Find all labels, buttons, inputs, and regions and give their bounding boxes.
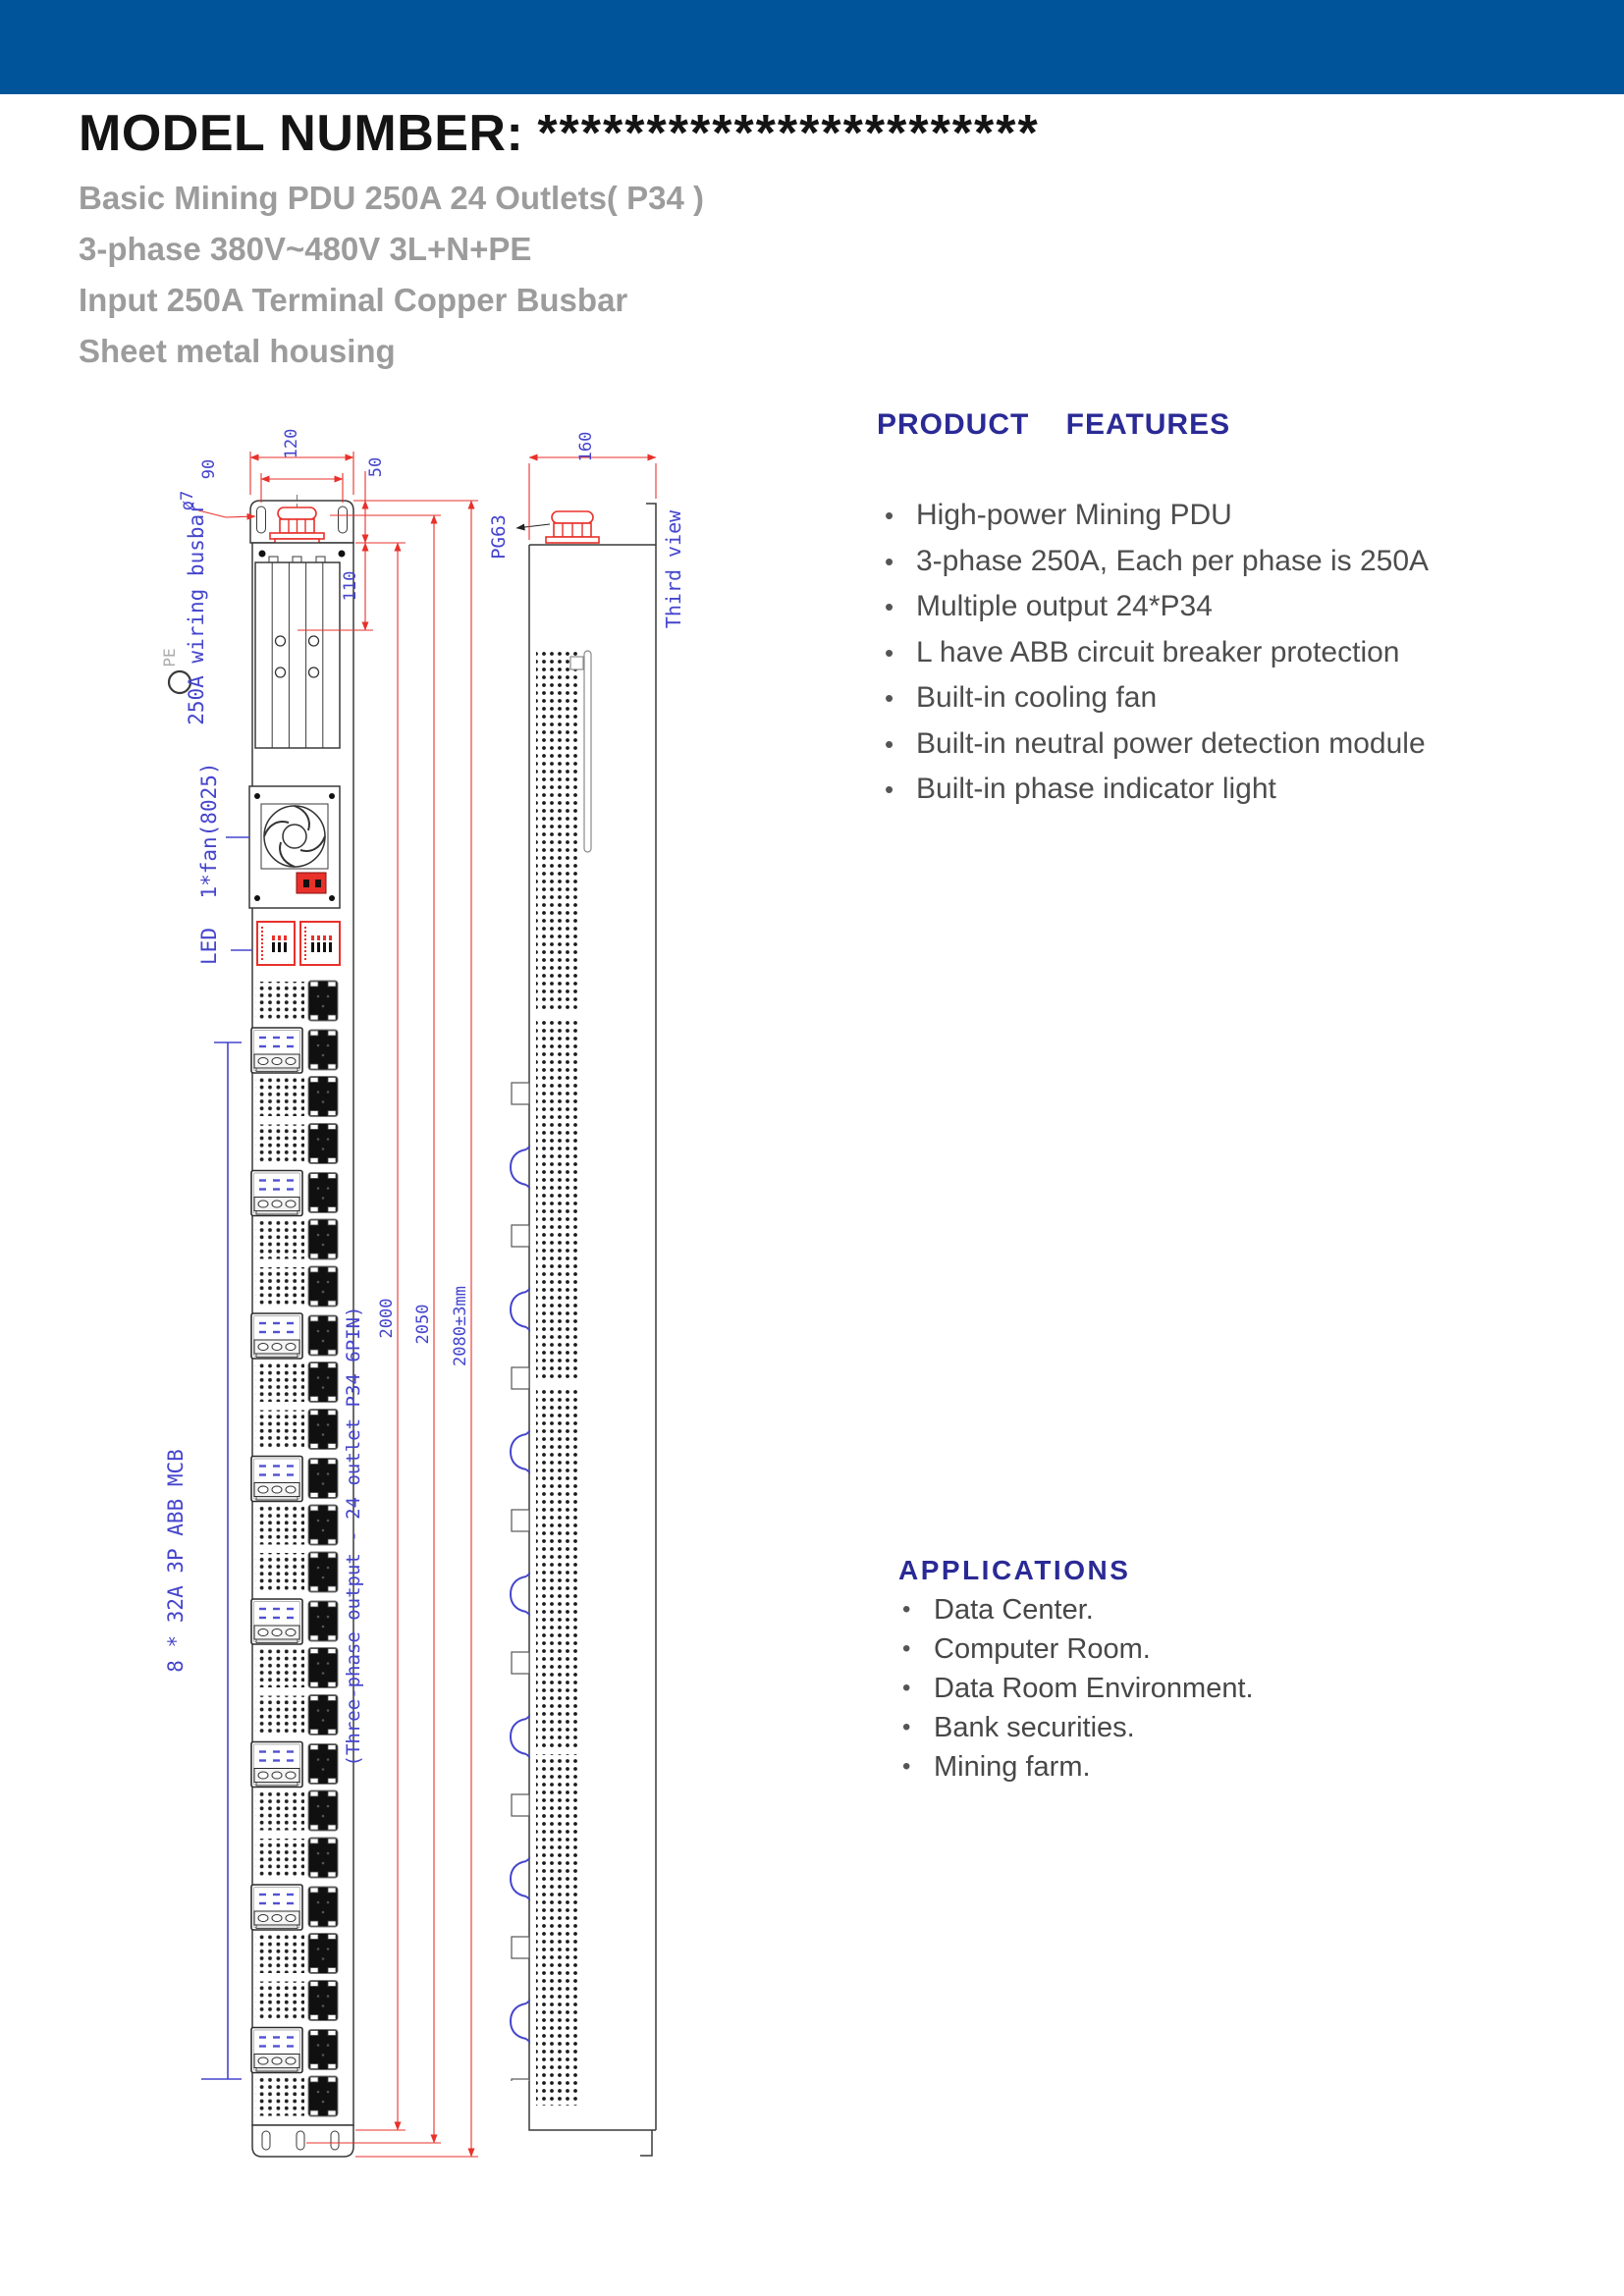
side-tabs-clips-band bbox=[493, 1065, 530, 2081]
output-label: (Three-phase output - 24 outlet P34 6PIN) bbox=[343, 1306, 364, 1767]
page-title bbox=[79, 104, 1040, 163]
applications-list bbox=[898, 1590, 1507, 1787]
application-item: • Computer Room. bbox=[898, 1629, 1507, 1669]
application-item: • Mining farm. bbox=[898, 1747, 1507, 1787]
third-view-label: Third view bbox=[662, 509, 685, 629]
product-features-list bbox=[877, 493, 1505, 813]
dim-2050: 2050 bbox=[413, 1304, 433, 1345]
side-view bbox=[493, 504, 656, 2156]
subtitle-block bbox=[79, 173, 704, 377]
model-number-label: MODEL NUMBER: bbox=[79, 105, 524, 162]
led-label: LED bbox=[197, 928, 221, 965]
subtitle-line: Basic Mining PDU 250A 24 Outlets( P34 ) bbox=[79, 180, 704, 216]
application-item: • Data Center. bbox=[898, 1590, 1507, 1629]
cable-gland-side bbox=[546, 511, 599, 543]
subtitle-line: Input 250A Terminal Copper Busbar bbox=[79, 282, 628, 318]
feature-item: • 3-phase 250A, Each per phase is 250A bbox=[877, 539, 1505, 585]
pe-label: PE bbox=[160, 648, 179, 667]
product-features-heading: PRODUCT FEATURES bbox=[877, 408, 1231, 441]
dim-2080: 2080±3mm bbox=[451, 1286, 470, 1366]
dim-2000: 2000 bbox=[377, 1298, 397, 1339]
applications-heading: APPLICATIONS bbox=[898, 1555, 1131, 1585]
technical-drawing bbox=[147, 422, 697, 2189]
subtitle-line: Sheet metal housing bbox=[79, 333, 396, 369]
front-view bbox=[249, 495, 353, 2157]
outlet-breaker-band bbox=[249, 978, 352, 2120]
gland-label: PG63 bbox=[488, 514, 510, 560]
fan-power-connector bbox=[297, 873, 326, 893]
header-bar bbox=[0, 0, 1624, 94]
feature-item: • Built-in cooling fan bbox=[877, 675, 1505, 721]
feature-item: • Multiple output 24*P34 bbox=[877, 584, 1505, 630]
dim-160: 160 bbox=[576, 431, 596, 462]
application-item: • Data Room Environment. bbox=[898, 1669, 1507, 1708]
applications-section bbox=[898, 1555, 1507, 1787]
side-vent-perforation bbox=[536, 648, 579, 2106]
dim-110: 110 bbox=[341, 570, 360, 602]
subtitle-line: 3-phase 380V~480V 3L+N+PE bbox=[79, 231, 532, 267]
annotation-lines bbox=[201, 837, 252, 2079]
feature-item: • Built-in phase indicator light bbox=[877, 767, 1505, 813]
product-features-section bbox=[877, 408, 1505, 813]
model-number-masked: *********************** bbox=[537, 105, 1040, 162]
mcb-label: 8 * 32A 3P ABB MCB bbox=[164, 1449, 188, 1673]
dim-50: 50 bbox=[366, 456, 386, 478]
feature-item: • Built-in neutral power detection module bbox=[877, 721, 1505, 768]
dim-hole-dia: ø7 bbox=[178, 490, 197, 511]
fan-label: 1*fan(8025) bbox=[197, 762, 221, 899]
busbar-panel bbox=[255, 557, 340, 748]
busbar-label: 250A wiring busbar bbox=[185, 502, 208, 725]
dim-90: 90 bbox=[199, 458, 219, 480]
application-item: • Bank securities. bbox=[898, 1708, 1507, 1747]
feature-item: • High-power Mining PDU bbox=[877, 493, 1505, 539]
dim-120: 120 bbox=[282, 428, 301, 459]
feature-item: • L have ABB circuit breaker protection bbox=[877, 630, 1505, 676]
cooling-fan bbox=[249, 786, 340, 908]
